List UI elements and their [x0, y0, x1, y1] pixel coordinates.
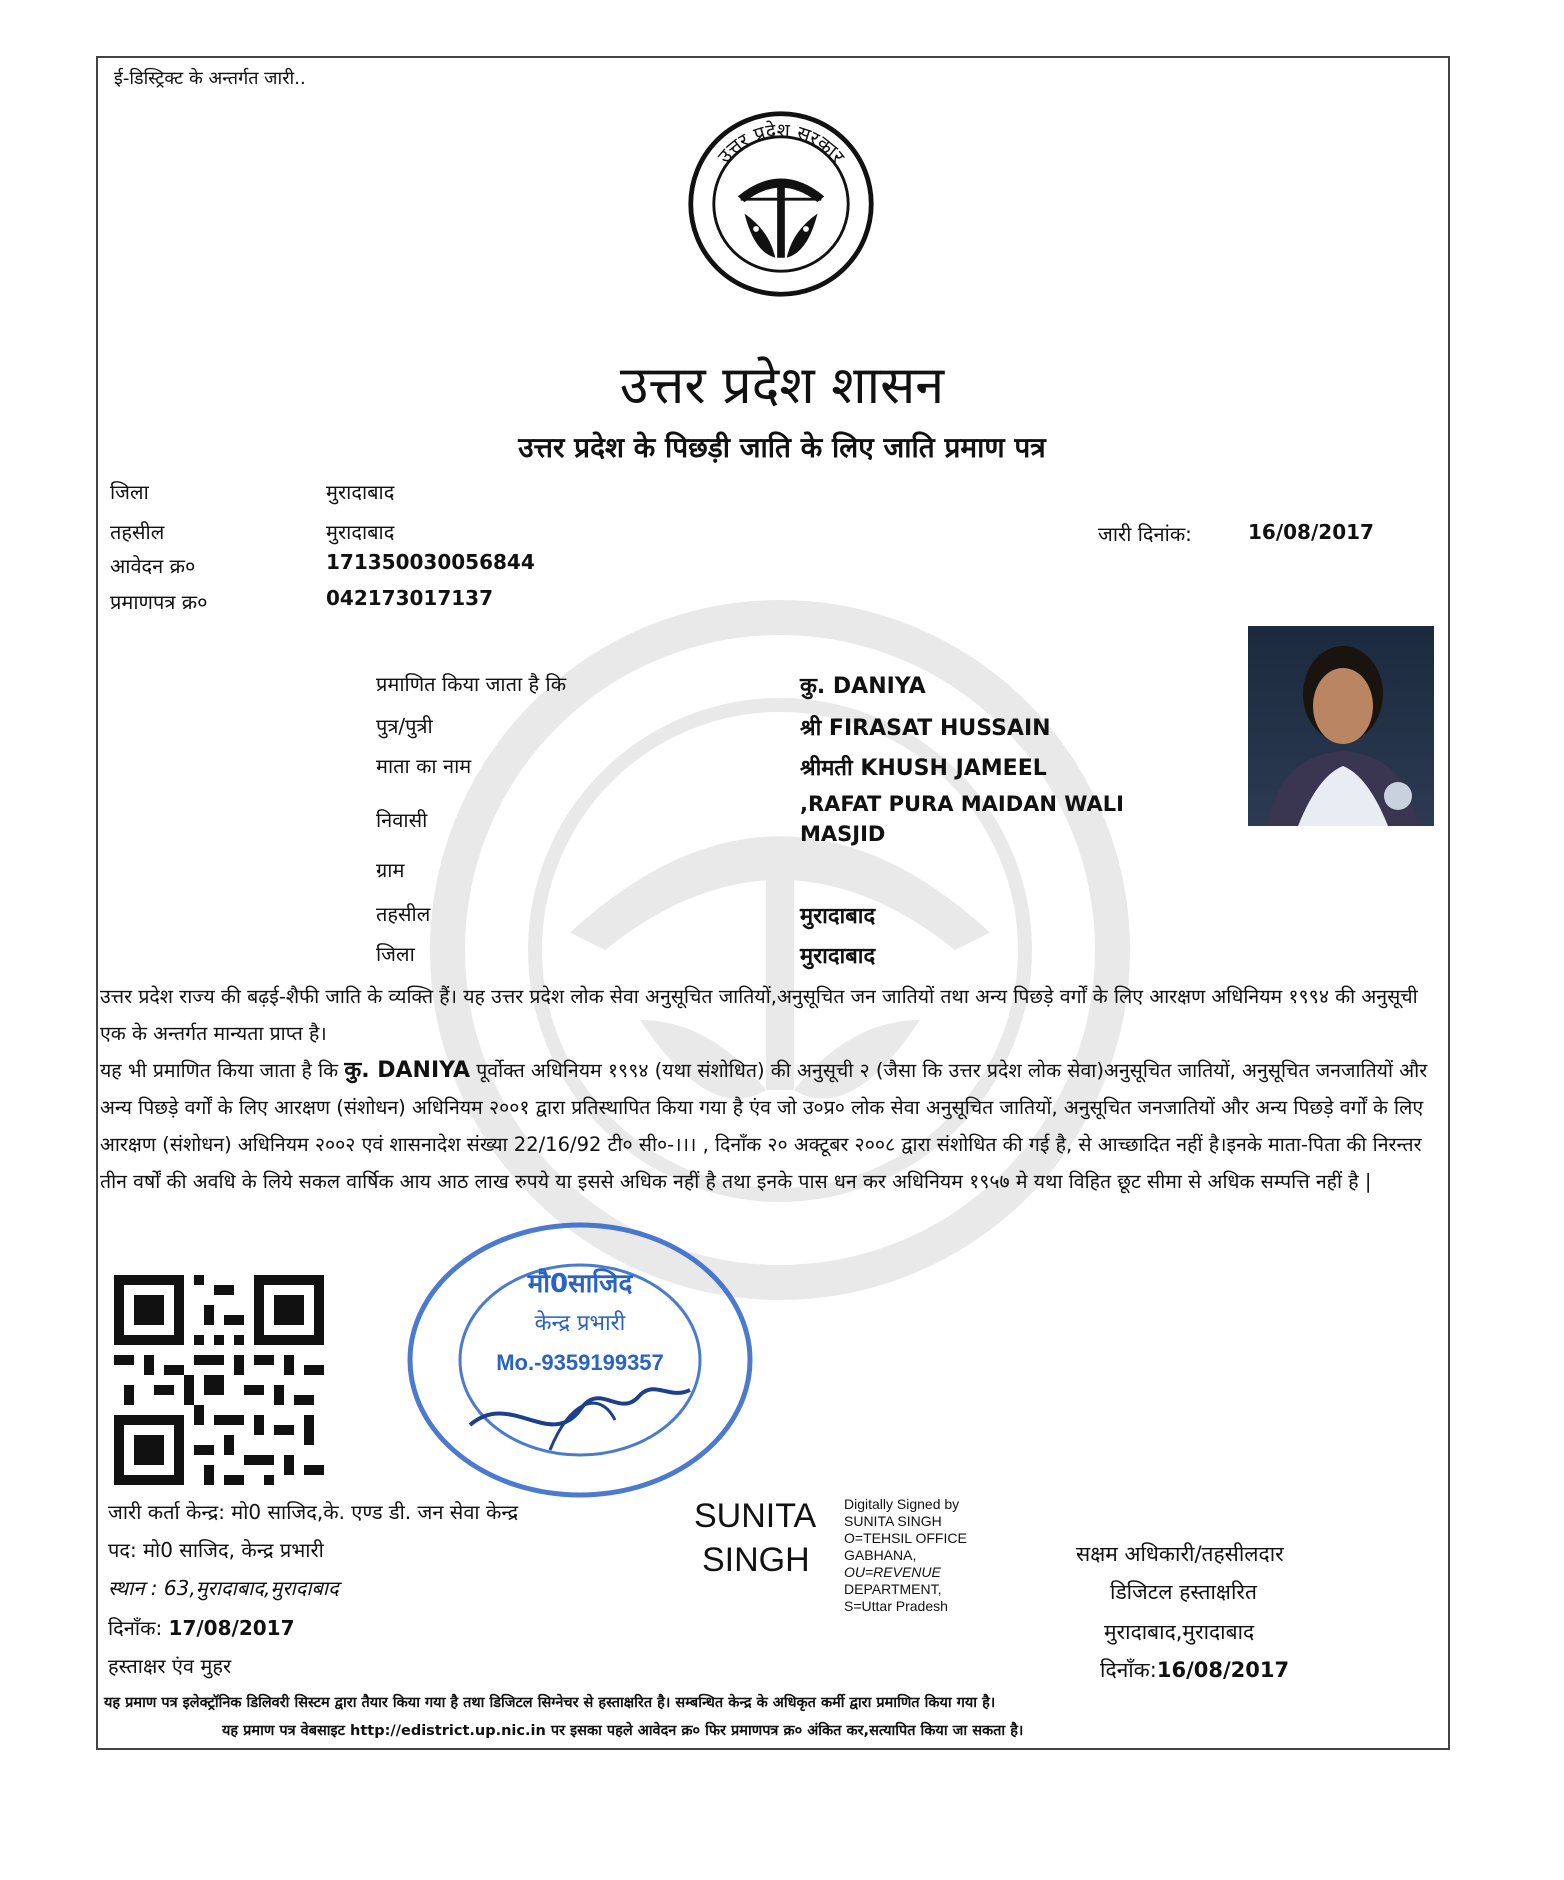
applicant-name: कु. DANIYA [800, 674, 926, 699]
issue-date-label: जारी दिनांक: [1098, 522, 1192, 546]
father-name: श्री FIRASAT HUSSAIN [800, 716, 1051, 741]
tehsil-value: मुरादाबाद [326, 520, 395, 544]
digital-sign-line4: GABHANA, [844, 1547, 917, 1563]
digital-sign-line2: SUNITA SINGH [844, 1513, 942, 1529]
footer-line2: यह प्रमाण पत्र वेबसाइट http://edistrict.up.nic.in पर इसका पहले आवेदन क्र० फिर प्रमाणपत्र क्र० अंकित कर,सत्यापित किया जा सकता है। [222, 1723, 1024, 1739]
issued-under-text: ई-डिस्ट्रिक्ट के अन्तर्गत जारी.. [114, 68, 306, 89]
issuer-post: पद: मो0 साजिद, केन्द्र प्रभारी [108, 1538, 324, 1562]
authority-date [1100, 1656, 1289, 1684]
mother-label: माता का नाम [376, 754, 472, 778]
parent-label: पुत्र/पुत्री [376, 714, 433, 738]
digital-sign-line1: Digitally Signed by [844, 1496, 960, 1512]
emblem-text: उत्तर प्रदेश सरकार [712, 118, 850, 168]
authority-date-label: दिनाँक: [1100, 1658, 1157, 1682]
application-number-label: आवेदन क्र० [110, 554, 196, 578]
resident-label: निवासी [376, 808, 428, 832]
resident-address-line2: MASJID [800, 822, 886, 846]
digital-sign-line5: OU=REVENUE [844, 1564, 941, 1580]
stamp-role: केन्द्र प्रभारी [534, 1311, 626, 1336]
detail-tehsil-label: तहसील [376, 902, 431, 926]
issuer-date [108, 1614, 294, 1641]
authority-title: सक्षम अधिकारी/तहसीलदार [1076, 1542, 1284, 1566]
tehsil-label: तहसील [110, 520, 165, 544]
authority-digital-signed: डिजिटल हस्ताक्षरित [1110, 1580, 1257, 1604]
statement-prefix: यह भी प्रमाणित किया जाता है कि [100, 1059, 339, 1082]
application-number-value: 171350030056844 [326, 550, 535, 574]
applicant-photo [1248, 626, 1434, 826]
stamp-name: मौ0साजिद [527, 1269, 633, 1299]
page-title: उत्तर प्रदेश शासन [619, 356, 945, 416]
detail-district-label: जिला [376, 942, 415, 966]
issuer-date-value: 17/08/2017 [168, 1616, 295, 1640]
footer-line1: यह प्रमाण पत्र इलेक्ट्रॉनिक डिलिवरी सिस्टम द्वारा तैयार किया गया है तथा डिजिटल सिग्नेचर से हस्ताक्षरित है। सम्बन्धित केन्द्र के अधिकृत कर्मी द्वारा प्रमाणित किया गया है। [104, 1695, 996, 1711]
detail-district-value: मुरादाबाद [800, 944, 876, 969]
digital-sign-line6: DEPARTMENT, [844, 1581, 942, 1597]
issuing-centre: जारी कर्ता केन्द्र: मो0 साजिद,के. एण्ड डी. जन सेवा केन्द्र [108, 1500, 519, 1524]
authority-location: मुरादाबाद,मुरादाबाद [1104, 1620, 1255, 1644]
statement-text: पूर्वोक्त अधिनियम १९९४ (यथा संशोधित) की अनुसूची २ (जैसा कि उत्तर प्रदेश लोक सेवा)अनुसूचित जातियों, अनुसूचित जनजातियों और अन्य पिछड़े वर्गों के लिए आरक्षण (संशोधन) अधिनियम २००१ द्वारा प्रतिस्थापित किया गया है एंव जो उ०प्र० लोक सेवा अनुसूचित जातियों, अनुसूचित जनजातियों और अन्य पिछड़े वर्गों के लिए आरक्षण (संशोधन) अधिनियम २००२ एवं शासनादेश संख्या 22/16/92 टी० सी०-।।। , दिनाँक २० अक्टूबर २००८ द्वारा संशोधित की गई है, से आच्छादित नहीं है।इनके माता-पिता की निरन्तर तीन वर्षों की अवधि के लिये सकल वार्षिक आय आठ लाख रुपये या इससे अधिक नहीं है तथा इनके पास धन कर अधिनियम १९५७ मे यथा विहित छूट सीमा से अधिक सम्पत्ति नहीं है | [100, 1059, 1428, 1193]
stamp-phone: Mo.-9359199357 [496, 1350, 664, 1375]
up-government-emblem [685, 108, 877, 300]
mother-name: श्रीमती KHUSH JAMEEL [800, 756, 1047, 781]
digital-sign-line7: S=Uttar Pradesh [844, 1598, 948, 1614]
district-label: जिला [110, 480, 149, 504]
caste-statement: उत्तर प्रदेश राज्य की बढ़ई-शैफी जाति के व्यक्ति हैं। यह उत्तर प्रदेश लोक सेवा अनुसूचित जातियों,अनुसूचित जन जातियों तथा अन्य पिछड़े वर्गों के लिए आरक्षण अधिनियम १९९४ की अनुसूची एक के अन्तर्गत मान्यता प्राप्त है। [100, 985, 1418, 1045]
sign-seal-label: हस्ताक्षर एंव मुहर [108, 1654, 232, 1678]
signer-name-line2: SINGH [702, 1541, 810, 1579]
issue-date-value: 16/08/2017 [1248, 520, 1374, 544]
certificate-number-label: प्रमाणपत्र क्र० [110, 590, 208, 614]
digital-sign-line3: O=TEHSIL OFFICE [844, 1530, 967, 1546]
issuer-place: स्थान : 63,मुरादाबाद,मुरादाबाद [108, 1576, 339, 1600]
detail-tehsil-value: मुरादाबाद [800, 904, 876, 929]
photo-portrait [1248, 626, 1434, 826]
certificate-subtitle: उत्तर प्रदेश के पिछड़ी जाति के लिए जाति प्रमाण पत्र [518, 431, 1046, 464]
qr-code [114, 1275, 324, 1485]
village-label: ग्राम [376, 858, 405, 882]
signer-name-line1: SUNITA [694, 1497, 817, 1535]
centre-seal-stamp [400, 1220, 760, 1510]
statement-name: कु. DANIYA [344, 1058, 470, 1083]
creamy-layer-statement [100, 1052, 1446, 1200]
district-value: मुरादाबाद [326, 480, 395, 504]
authority-date-value: 16/08/2017 [1156, 1658, 1290, 1682]
certificate-number-value: 042173017137 [326, 586, 493, 610]
resident-address-line1: ,RAFAT PURA MAIDAN WALI [800, 792, 1124, 816]
certified-label: प्रमाणित किया जाता है कि [376, 672, 567, 696]
issuer-date-label: दिनाँक: [108, 1616, 163, 1640]
